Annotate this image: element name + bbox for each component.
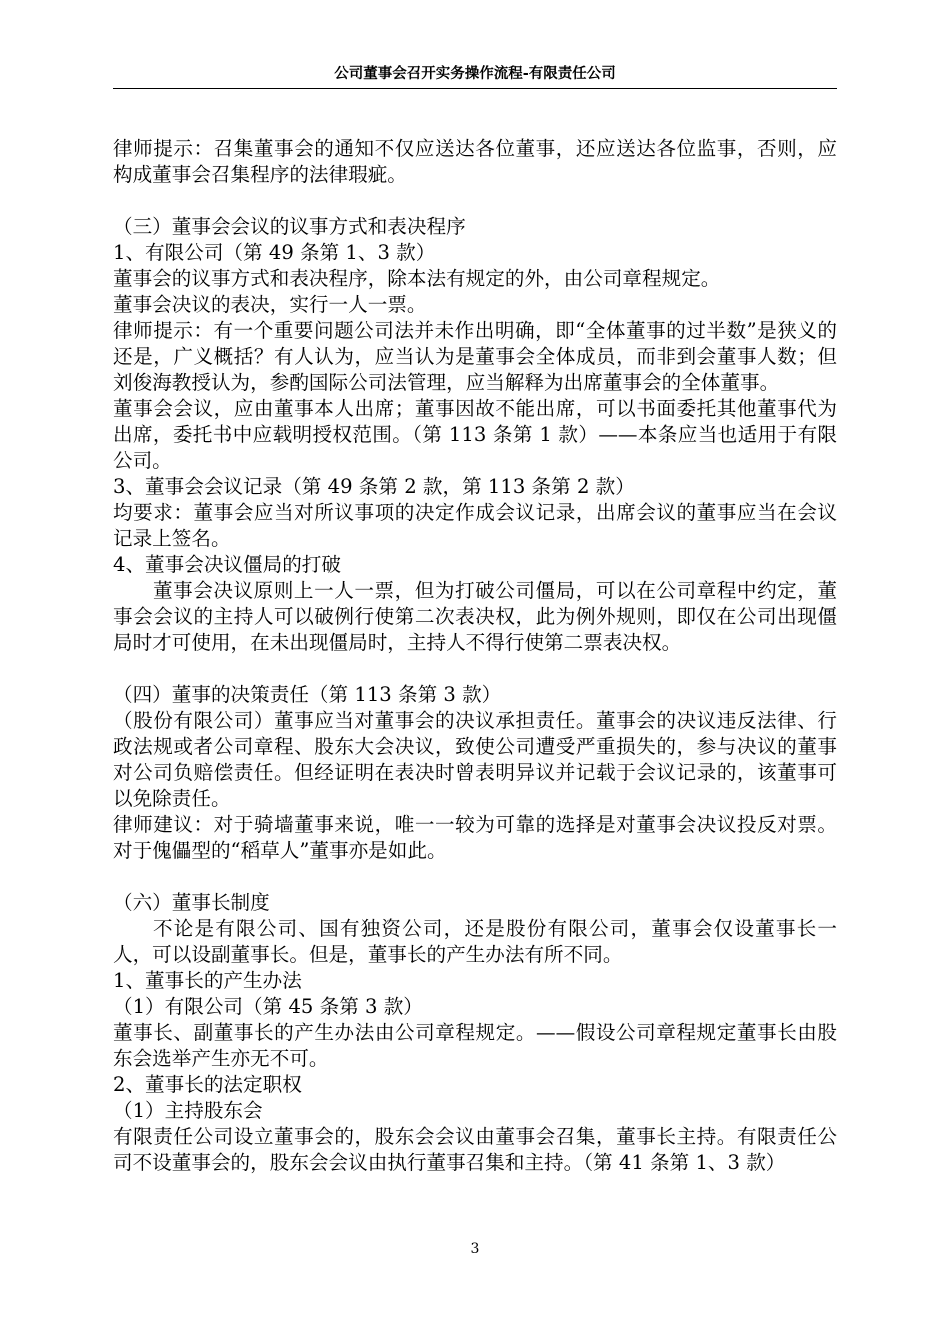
blank-line bbox=[113, 188, 837, 214]
subheading-chairman-selection: 1、董事长的产生办法 bbox=[113, 969, 302, 992]
paragraph-lawyer-tip-majority: 律师提示：有一个重要问题公司法并未作出明确，即“全体董事的过半数”是狭义的还是，广义概括？有人认为，应当认为是董事会全体成员，而非到会董事人数；但刘俊海教授认为，参酌国际公司法管理，应当解释为出席董事会的全体董事。 bbox=[113, 319, 837, 394]
paragraph-lawyer-advice: 律师建议：对于骑墙董事来说，唯一一较为可靠的选择是对董事会决议投反对票。对于傀儡型的“稻草人”董事亦是如此。 bbox=[113, 813, 837, 862]
subheading-preside-meeting: （1）主持股东会 bbox=[113, 1099, 263, 1122]
subheading-meeting-minutes: 3、董事会会议记录（第 49 条第 2 款，第 113 条第 2 款） bbox=[113, 475, 635, 498]
document-body bbox=[113, 136, 837, 1176]
subheading-deadlock: 4、董事会决议僵局的打破 bbox=[113, 553, 341, 576]
paragraph-director-liability: （股份有限公司）董事应当对董事会的决议承担责任。董事会的决议违反法律、行政法规或者公司章程、股东大会决议，致使公司遭受严重损失的，参与决议的董事对公司负赔偿责任。但经证明在表决时曾表明异议并记载于会议记录的，该董事可以免除责任。 bbox=[113, 709, 837, 810]
section-heading-6: （六）董事长制度 bbox=[113, 891, 270, 914]
paragraph-minutes-requirement: 均要求：董事会应当对所议事项的决定作成会议记录，出席会议的董事应当在会议记录上签名。 bbox=[113, 501, 837, 550]
page-number: 3 bbox=[470, 1241, 480, 1257]
paragraph-lawyer-tip-notice: 律师提示：召集董事会的通知不仅应送达各位董事，还应送达各位监事，否则，应构成董事会召集程序的法律瑕疵。 bbox=[113, 137, 837, 186]
subheading-limited-company: 1、有限公司（第 49 条第 1、3 款） bbox=[113, 241, 436, 264]
header-divider bbox=[113, 88, 837, 89]
blank-line bbox=[113, 864, 837, 890]
paragraph-one-vote: 董事会决议的表决，实行一人一票。 bbox=[113, 293, 427, 316]
paragraph-deadlock-rule: 董事会决议原则上一人一票，但为打破公司僵局，可以在公司章程中约定，董事会会议的主持人可以破例行使第二次表决权，此为例外规则，即仅在公司出现僵局时才可使用，在未出现僵局时，主持人不得行使第二票表决权。 bbox=[113, 579, 837, 654]
paragraph-shareholder-meeting: 有限责任公司设立董事会的，股东会会议由董事会召集，董事长主持。有限责任公司不设董事会的，股东会会议由执行董事召集和主持。（第 41 条第 1、3 款） bbox=[113, 1125, 837, 1174]
paragraph-attendance: 董事会会议，应由董事本人出席；董事因故不能出席，可以书面委托其他董事代为出席，委托书中应载明授权范围。（第 113 条第 1 款）——本条应当也适用于有限公司。 bbox=[113, 397, 837, 472]
section-heading-4: （四）董事的决策责任（第 113 条第 3 款） bbox=[113, 683, 502, 706]
paragraph-procedure-rule: 董事会的议事方式和表决程序，除本法有规定的外，由公司章程规定。 bbox=[113, 267, 721, 290]
subheading-limited-company-2: （1）有限公司（第 45 条第 3 款） bbox=[113, 995, 423, 1018]
paragraph-chairman-selection-rule: 董事长、副董事长的产生办法由公司章程规定。——假设公司章程规定董事长由股东会选举产生亦无不可。 bbox=[113, 1021, 837, 1070]
blank-line bbox=[113, 656, 837, 682]
page-header-title: 公司董事会召开实务操作流程-有限责任公司 bbox=[334, 66, 616, 82]
section-heading-3: （三）董事会会议的议事方式和表决程序 bbox=[113, 215, 466, 238]
subheading-chairman-powers: 2、董事长的法定职权 bbox=[113, 1073, 302, 1096]
paragraph-chairman-intro: 不论是有限公司、国有独资公司，还是股份有限公司，董事会仅设董事长一人，可以设副董事长。但是，董事长的产生办法有所不同。 bbox=[113, 917, 837, 966]
